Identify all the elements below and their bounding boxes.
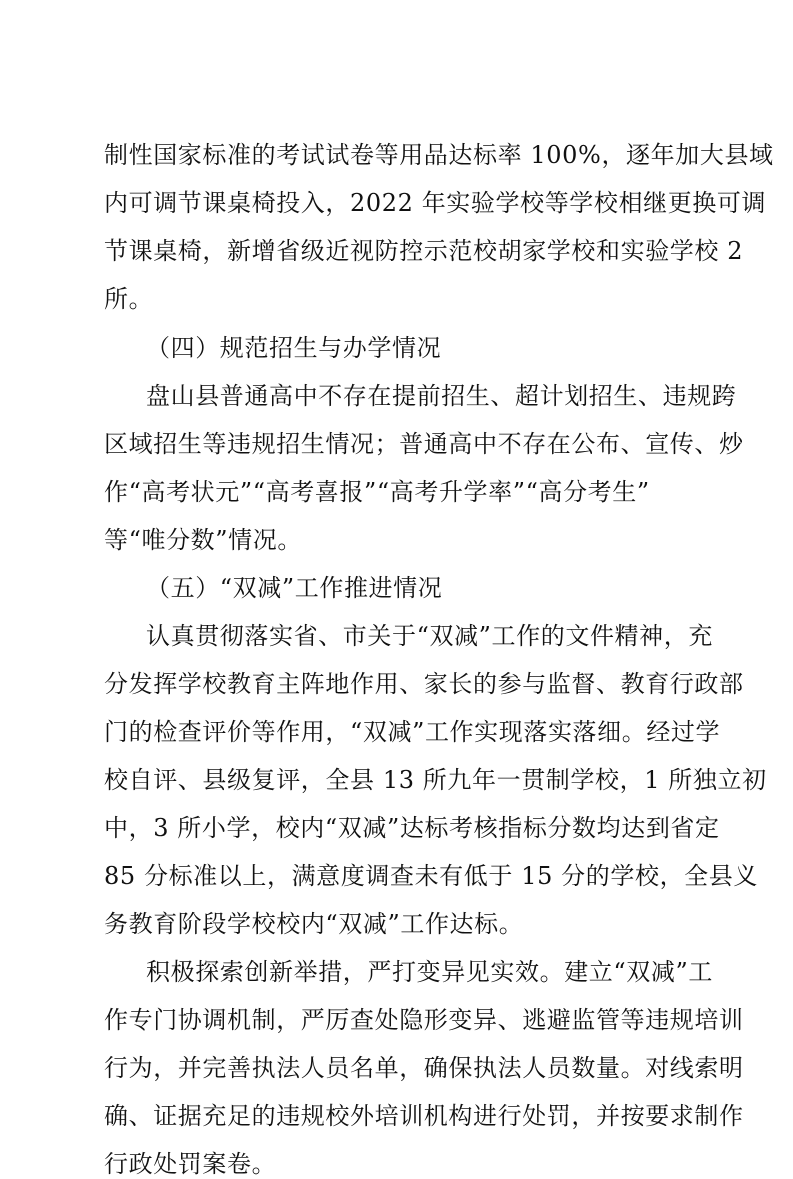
body-text-line: 内可调节课桌椅投入，2022 年实验学校等学校相继更换可调: [104, 189, 767, 217]
body-text-line: 作专门协调机制，严厉查处隐形变异、逃避监管等违规培训: [104, 1006, 744, 1034]
body-text-line: 门的检查评价等作用，“双减”工作实现落实落细。经过学: [104, 718, 721, 746]
body-text-line: 确、证据充足的违规校外培训机构进行处罚，并按要求制作: [104, 1102, 744, 1130]
body-text-line: 节课桌椅，新增省级近视防控示范校胡家学校和实验学校 2: [104, 237, 744, 265]
body-text-line: 所。: [104, 285, 154, 313]
body-text-line: 行为，并完善执法人员名单，确保执法人员数量。对线索明: [104, 1054, 744, 1082]
section-heading-4: （四）规范招生与办学情况: [146, 334, 442, 362]
body-text-line: 等“唯分数”情况。: [104, 526, 302, 554]
body-text-line: 行政处罚案卷。: [104, 1150, 277, 1178]
body-text-line: 中，3 所小学，校内“双减”达标考核指标分数均达到省定: [104, 814, 720, 842]
body-text-line: 认真贯彻落实省、市关于“双减”工作的文件精神，充: [146, 622, 713, 650]
body-text-line: 作“高考状元”“高考喜报”“高考升学率”“高分考生”: [104, 478, 650, 506]
body-text-line: 区域招生等违规招生情况；普通高中不存在公布、宣传、炒: [104, 430, 744, 458]
body-text-line: 制性国家标准的考试试卷等用品达标率 100%，逐年加大县域: [104, 141, 774, 169]
body-text-line: 务教育阶段学校校内“双减”工作达标。: [104, 910, 524, 938]
body-text-line: 积极探索创新举措，严打变异见实效。建立“双减”工: [146, 958, 713, 986]
body-text-line: 盘山县普通高中不存在提前招生、超计划招生、违规跨: [146, 382, 737, 410]
body-text-line: 校自评、县级复评，全县 13 所九年一贯制学校，1 所独立初: [104, 766, 767, 794]
section-heading-5: （五）“双减”工作推进情况: [146, 574, 443, 602]
body-text-line: 分发挥学校教育主阵地作用、家长的参与监督、教育行政部: [104, 670, 744, 698]
body-text-line: 85 分标准以上，满意度调查未有低于 15 分的学校，全县义: [104, 862, 758, 890]
